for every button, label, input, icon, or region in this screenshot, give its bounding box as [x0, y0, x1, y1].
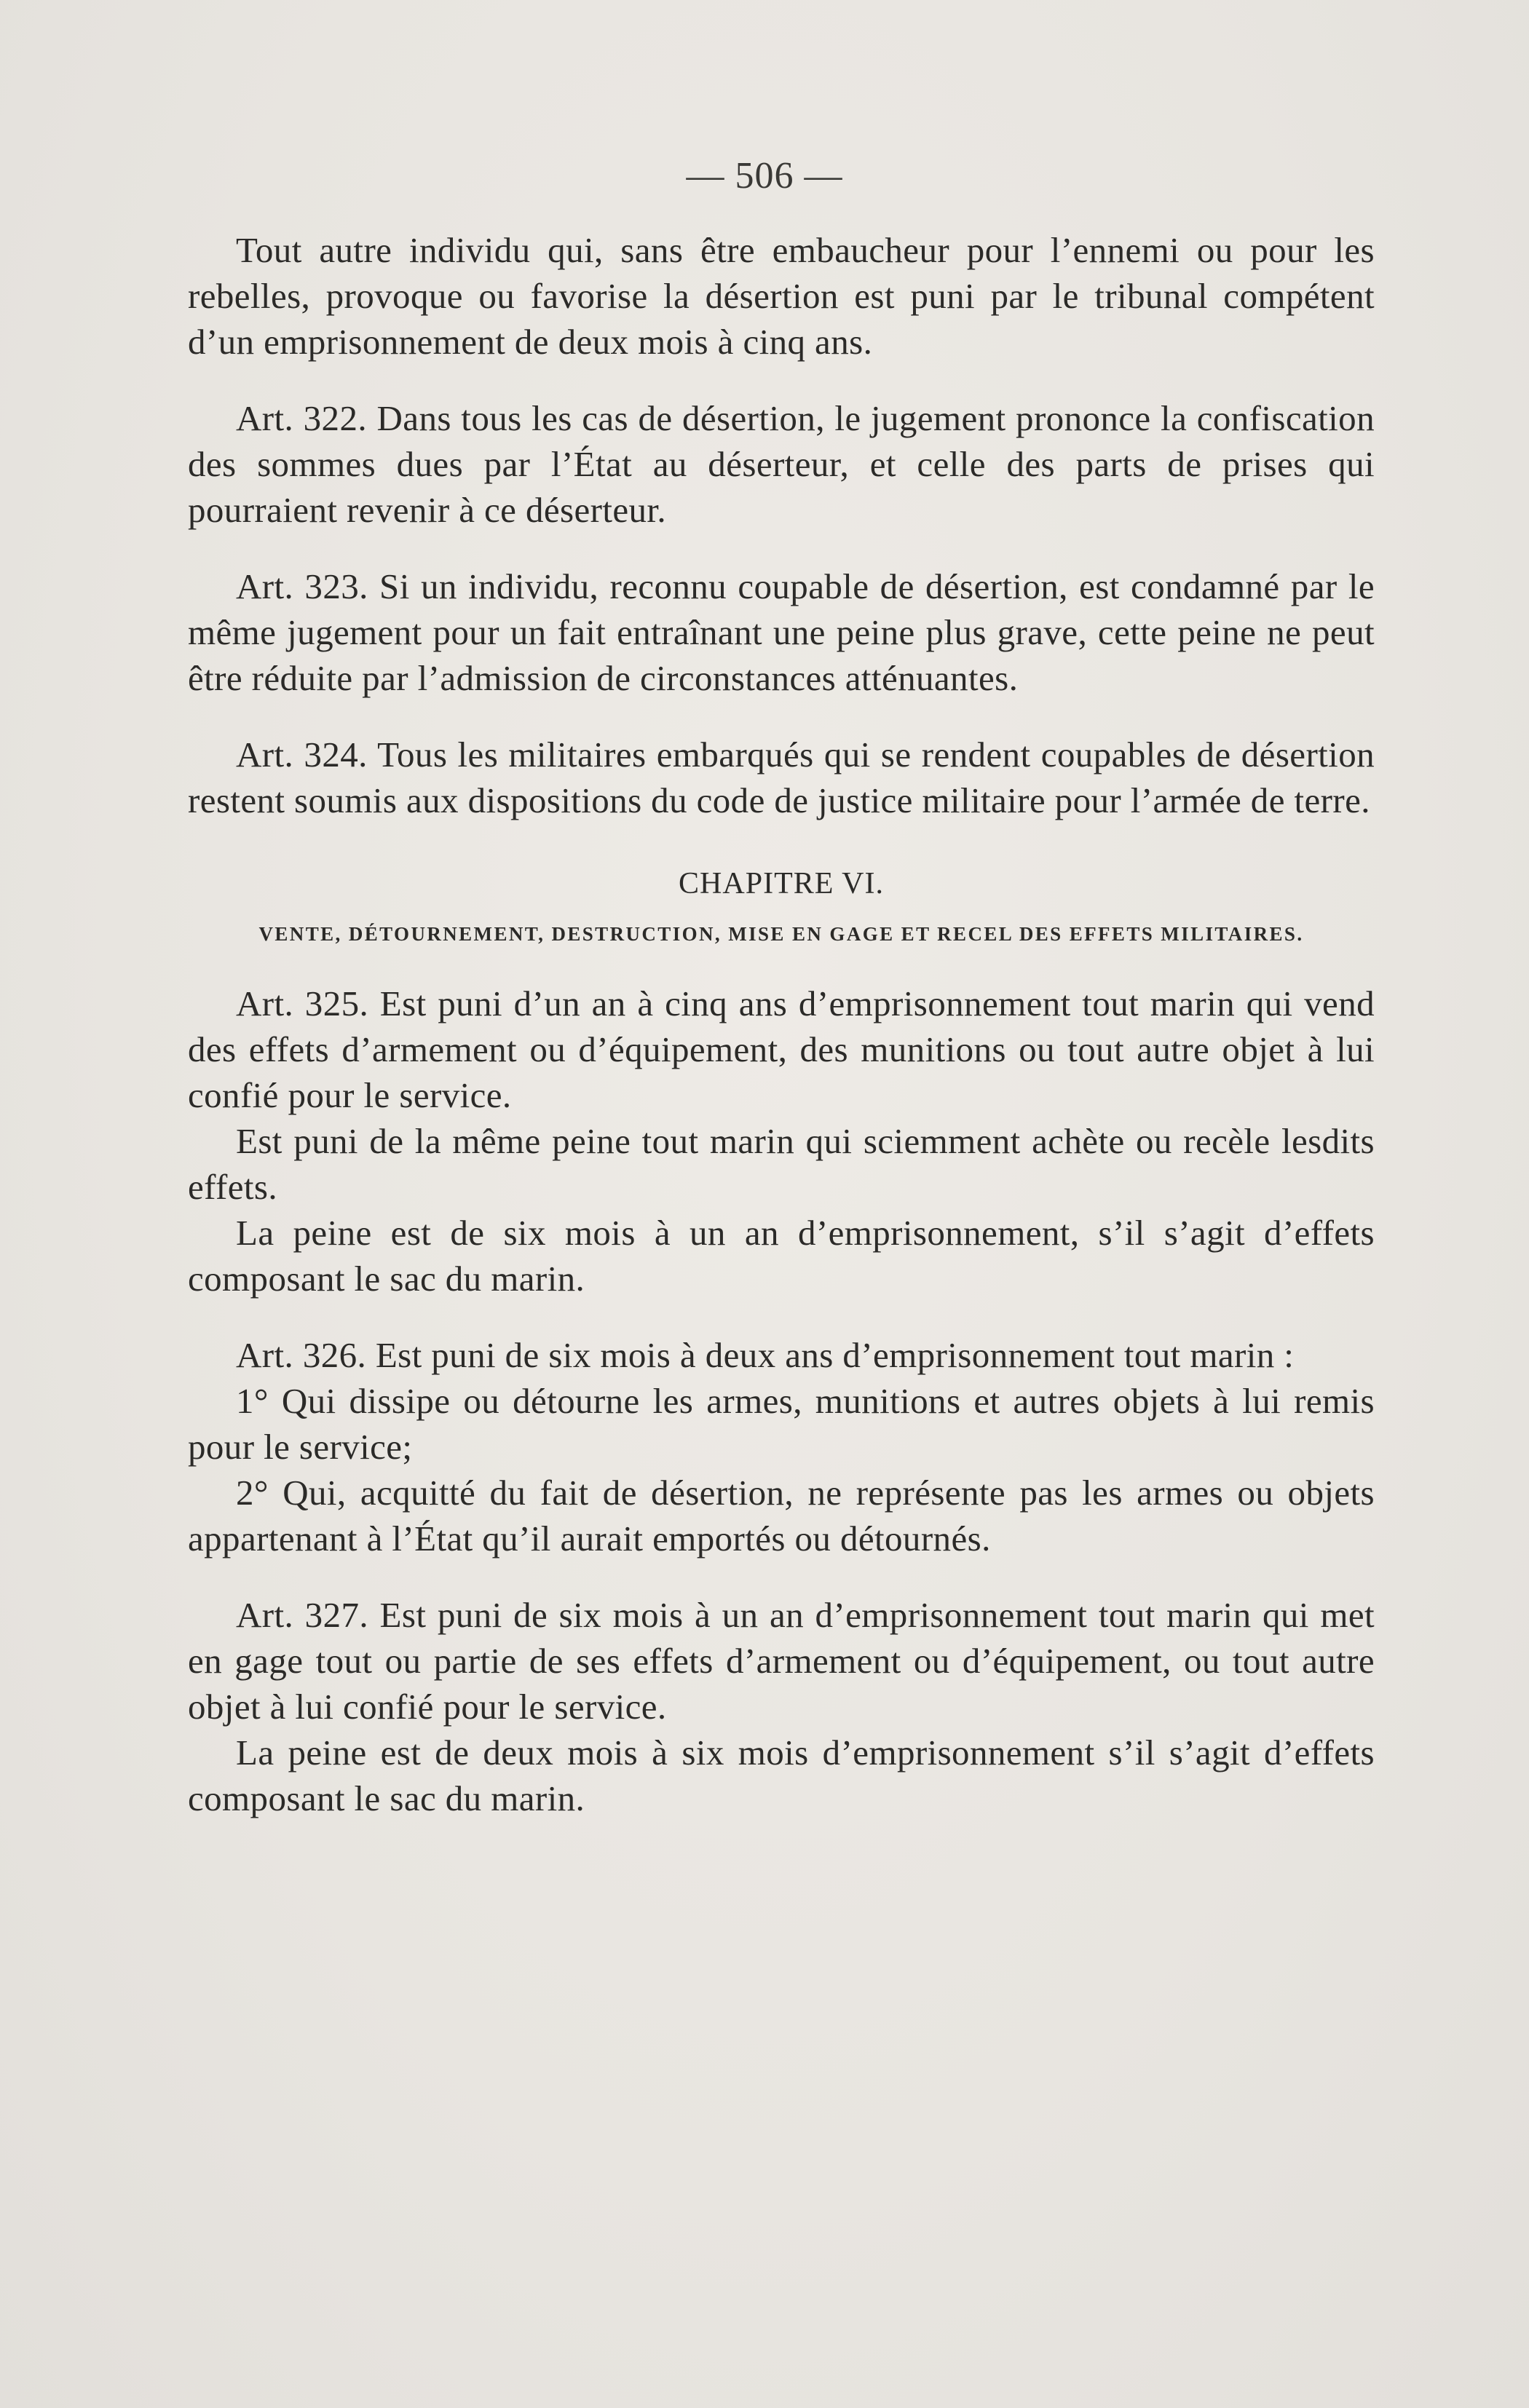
body-text [188, 227, 1375, 1821]
article-324: Art. 324. Tous les militaires embarqués qui se rendent coupables de désertion restent soumis aux dispositions du code de justice militaire pour l’armée de terre. [188, 734, 1375, 820]
article-322: Art. 322. Dans tous les cas de désertion, le jugement prononce la confiscation des sommes dues par l’État au déserteur, et celle des parts de prises qui pourraient revenir à ce déserteur. [188, 398, 1375, 530]
page-number: — 506 — [686, 155, 843, 197]
article-326-item-2: 2° Qui, acquitté du fait de désertion, ne représente pas les armes ou objets appartenant à l’État qu’il aurait emportés ou détournés. [188, 1473, 1375, 1559]
article-323: Art. 323. Si un individu, reconnu coupable de désertion, est condamné par le même jugement pour un fait entraînant une peine plus grave, cette peine ne peut être réduite par l’admission de circonstances atténuantes. [188, 566, 1375, 698]
paragraph-intro: Tout autre individu qui, sans être embaucheur pour l’ennemi ou pour les rebelles, provoque ou favorise la désertion est puni par le tribunal compétent d’un emprisonnement de deux mois à cinq ans. [188, 230, 1375, 362]
chapter-title: CHAPITRE VI. [679, 867, 884, 900]
chapter-subtitle: VENTE, DÉTOURNEMENT, DESTRUCTION, MISE EN GAGE ET RECEL DES EFFETS MILITAIRES. [258, 923, 1304, 945]
article-325-paragraph-2: Est puni de la même peine tout marin qui sciemment achète ou recèle lesdits effets. [188, 1121, 1375, 1207]
article-325-paragraph-3: La peine est de six mois à un an d’emprisonnement, s’il s’agit d’effets composant le sac du marin. [188, 1213, 1375, 1299]
article-326-paragraph-1: Art. 326. Est puni de six mois à deux ans d’emprisonnement tout marin : [236, 1335, 1295, 1375]
article-327-paragraph-1: Art. 327. Est puni de six mois à un an d’emprisonnement tout marin qui met en gage tout ou partie de ses effets d’armement ou d’équipement, ou tout autre objet à lui confié pour le service. [188, 1595, 1375, 1727]
article-326-item-1: 1° Qui dissipe ou détourne les armes, munitions et autres objets à lui remis pour le service; [188, 1381, 1375, 1467]
article-327-paragraph-2: La peine est de deux mois à six mois d’emprisonnement s’il s’agit d’effets composant le sac du marin. [188, 1732, 1375, 1818]
article-325-paragraph-1: Art. 325. Est puni d’un an à cinq ans d’emprisonnement tout marin qui vend des effets d’armement ou d’équipement, des munitions ou tout autre objet à lui confié pour le service. [188, 983, 1375, 1115]
